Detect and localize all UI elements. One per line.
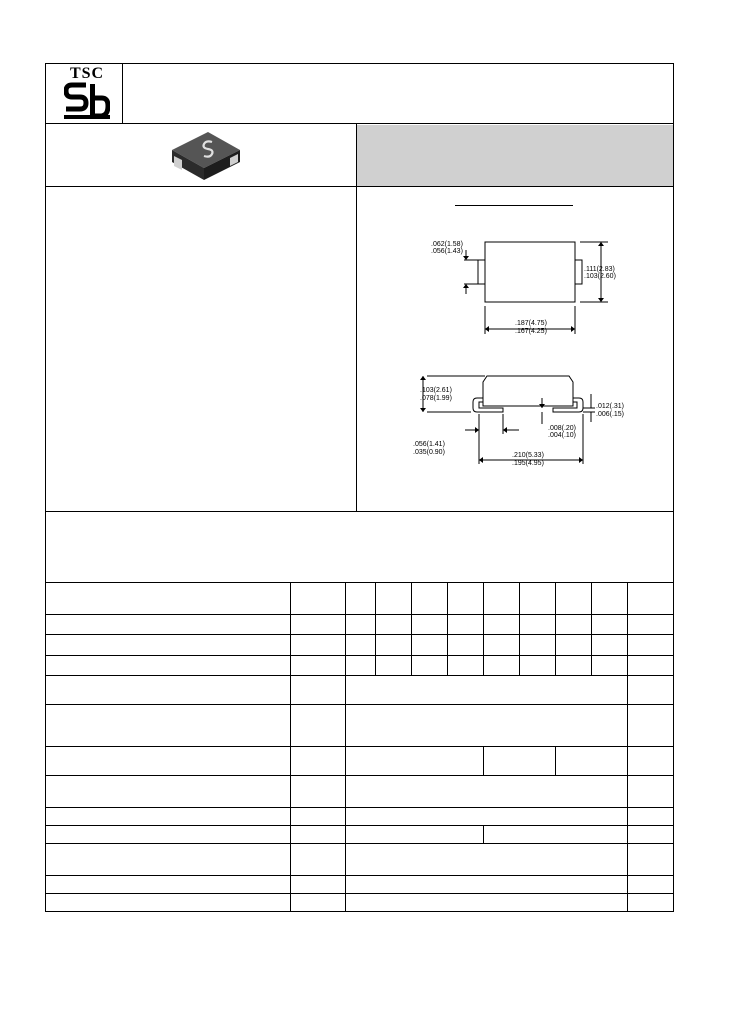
dim-lead-length-min: .035(0.90) [413, 449, 445, 456]
dim-lead-width-max: .062(1.58) [431, 241, 463, 248]
table-col-line [447, 582, 448, 675]
table-col-line [375, 582, 376, 675]
table-line [45, 875, 674, 876]
dim-body-height-min: .103(2.60) [584, 273, 616, 280]
dim-lead-thickness-max: .012(.31) [596, 403, 625, 410]
table-line [45, 893, 674, 894]
dim-height-min: .078(1.99) [420, 395, 452, 402]
table-col-line [290, 582, 291, 912]
part-number-panel [357, 125, 673, 186]
table-col-line [591, 582, 592, 675]
table-col-line [345, 582, 346, 912]
table-col-line [411, 582, 412, 675]
table-line [45, 775, 674, 776]
dim-body-length-max: .187(4.75) [515, 320, 547, 327]
table-col-line [555, 582, 556, 675]
tsc-logo [60, 64, 114, 122]
table-line [45, 634, 674, 635]
dim-overall-length-max: .210(5.33) [512, 452, 544, 459]
dim-standoff-min: .004(.10) [548, 432, 577, 439]
dim-body-length-min: .167(4.25) [515, 328, 547, 335]
table-line [45, 582, 674, 583]
table-col-line [627, 582, 628, 912]
dim-height-max: .103(2.61) [420, 387, 452, 394]
logo-text: TSC [69, 65, 105, 82]
row2-bottom-line [45, 186, 674, 187]
table-line [45, 843, 674, 844]
drawing-title-underline [455, 205, 573, 206]
logo-mark-icon [64, 82, 110, 120]
dim-overall-length-min: .195(4.95) [512, 460, 544, 467]
logo-divider [122, 63, 123, 124]
dim-standoff-max: .008(.20) [548, 425, 577, 432]
table-line [45, 746, 674, 747]
table-col-line [519, 582, 520, 675]
dim-lead-thickness-min: .006(.15) [596, 411, 625, 418]
header-bottom-line [45, 123, 674, 124]
table-col-line [555, 746, 556, 775]
package-image [168, 128, 244, 184]
dim-body-height-max: .111(2.83) [584, 266, 615, 273]
table-col-line [483, 825, 484, 843]
table-col-line [483, 746, 484, 775]
table-line [45, 675, 674, 676]
table-line [45, 655, 674, 656]
table-col-line [483, 582, 484, 675]
table-line [45, 807, 674, 808]
features-bottom-line [45, 511, 674, 512]
table-line [45, 614, 674, 615]
dim-lead-length-max: .056(1.41) [413, 441, 445, 448]
datasheet-frame [45, 63, 674, 912]
table-line [45, 704, 674, 705]
table-line [45, 825, 674, 826]
dim-lead-width-min: .056(1.43) [431, 248, 463, 255]
